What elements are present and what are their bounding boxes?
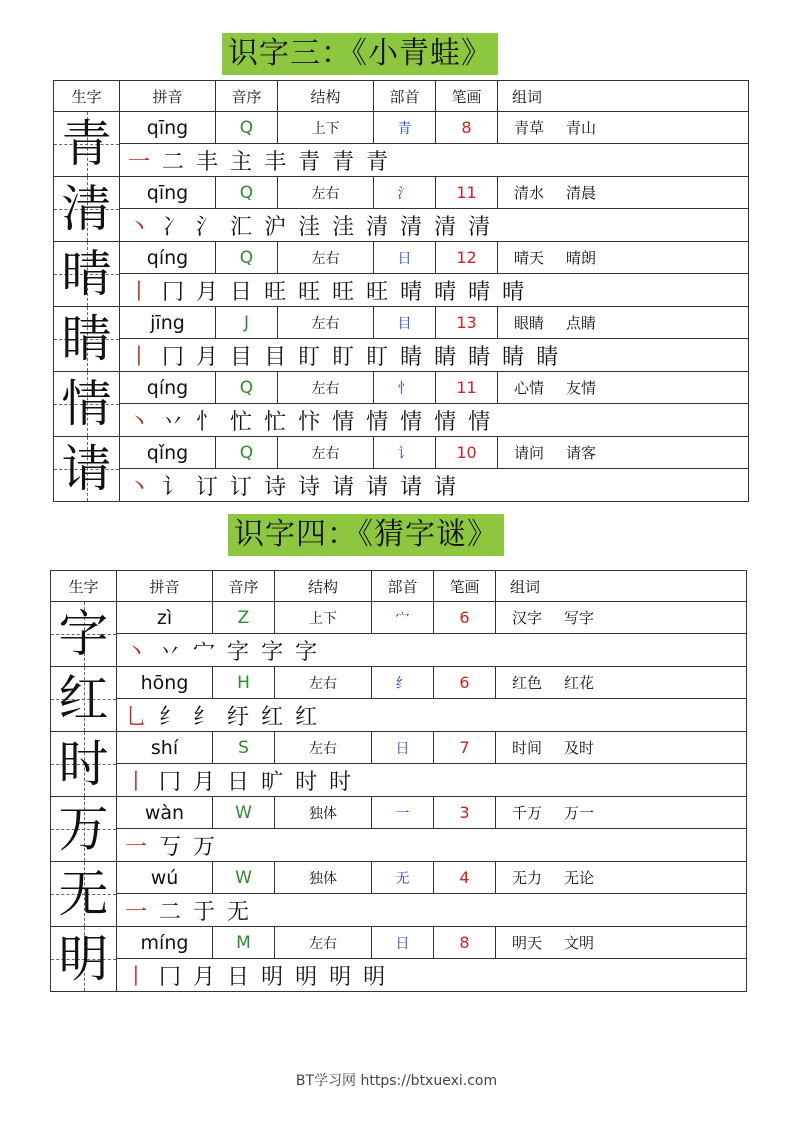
stroke-step: 诗 — [298, 474, 323, 500]
stroke-step: 睛 — [502, 344, 527, 370]
word: 青草 — [514, 119, 545, 137]
word: 心情 — [514, 379, 545, 397]
word: 清晨 — [566, 184, 597, 202]
radical: 日 — [374, 242, 436, 274]
stroke-step: 月 — [196, 279, 221, 305]
word-list — [498, 112, 749, 144]
character: 万 — [58, 800, 109, 858]
stroke-step: 清 — [400, 214, 425, 240]
stroke-count: 12 — [436, 242, 498, 274]
stroke-step: 讠 — [162, 474, 187, 500]
stroke-step: 洼 — [298, 214, 323, 240]
character-cell — [51, 862, 117, 927]
stroke-step: 丰 — [264, 149, 289, 175]
character-cell — [51, 667, 117, 732]
pinyin: jīng — [120, 307, 216, 339]
stroke-step: 晴 — [502, 279, 527, 305]
stroke-order-row — [54, 404, 749, 437]
stroke-step: 请 — [366, 474, 391, 500]
stroke-order — [117, 829, 747, 862]
stroke-order — [117, 764, 747, 797]
stroke-step: 丶 — [125, 639, 150, 665]
stroke-step: 忭 — [298, 409, 323, 435]
word: 明天 — [512, 934, 543, 952]
stroke-step: 万 — [193, 834, 218, 860]
stroke-step: 旺 — [366, 279, 391, 305]
stroke-step: 丨 — [125, 769, 150, 795]
word: 晴朗 — [566, 249, 597, 267]
stroke-step: 冂 — [159, 769, 184, 795]
pinyin: qíng — [120, 242, 216, 274]
character: 请 — [61, 440, 112, 498]
word: 万一 — [564, 804, 595, 822]
word-list — [496, 667, 747, 699]
word: 无论 — [564, 869, 595, 887]
table-row — [51, 862, 747, 894]
stroke-order-row — [54, 469, 749, 502]
stroke-step: 诗 — [264, 474, 289, 500]
radical: 无 — [372, 862, 434, 894]
stroke-step: 主 — [230, 149, 255, 175]
character-cell — [51, 732, 117, 797]
stroke-step: 丶 — [128, 214, 153, 240]
stroke-step: 睛 — [434, 344, 459, 370]
stroke-step: 请 — [400, 474, 425, 500]
pinyin: zì — [117, 602, 213, 634]
character-table — [53, 80, 749, 502]
stroke-step: 二 — [162, 149, 187, 175]
word-list — [496, 797, 747, 829]
stroke-step: 忄 — [196, 409, 221, 435]
stroke-order-row — [51, 764, 747, 797]
footer-source: BT学习网 https://btxuexi.com — [295, 1073, 498, 1089]
radical: 氵 — [374, 177, 436, 209]
table-row — [51, 732, 747, 764]
character: 情 — [61, 375, 112, 433]
structure: 独体 — [275, 862, 372, 894]
stroke-count: 7 — [434, 732, 496, 764]
pinyin: wú — [117, 862, 213, 894]
structure: 上下 — [278, 112, 374, 144]
stroke-step: 情 — [400, 409, 425, 435]
word: 青山 — [566, 119, 597, 137]
stroke-order-row — [54, 209, 749, 242]
stroke-count: 13 — [436, 307, 498, 339]
stroke-step: 丶 — [128, 409, 153, 435]
stroke-step: 冂 — [159, 964, 184, 990]
word: 文明 — [564, 934, 595, 952]
stroke-count: 10 — [436, 437, 498, 469]
stroke-order — [120, 209, 749, 242]
stroke-step: 青 — [332, 149, 357, 175]
word-list — [496, 862, 747, 894]
word-list — [498, 177, 749, 209]
column-header: 部首 — [374, 81, 436, 112]
table-row — [54, 177, 749, 209]
stroke-step: 丷 — [162, 409, 187, 435]
section-title: 识字三：《小青蛙》 — [222, 33, 498, 75]
stroke-order — [120, 274, 749, 307]
stroke-count: 11 — [436, 177, 498, 209]
stroke-step: 月 — [193, 964, 218, 990]
radical: 日 — [372, 732, 434, 764]
pinyin: qīng — [120, 177, 216, 209]
stroke-step: 旺 — [264, 279, 289, 305]
character: 字 — [58, 605, 109, 663]
stroke-count: 8 — [434, 927, 496, 959]
word: 时间 — [512, 739, 543, 757]
word: 请问 — [514, 444, 545, 462]
character-cell — [54, 437, 120, 502]
column-header: 生字 — [54, 81, 120, 112]
radical: 宀 — [372, 602, 434, 634]
pinyin: qīng — [120, 112, 216, 144]
character-cell — [51, 927, 117, 992]
column-header: 部首 — [372, 571, 434, 602]
stroke-count: 4 — [434, 862, 496, 894]
word: 红色 — [512, 674, 543, 692]
word: 晴天 — [514, 249, 545, 267]
stroke-step: 晴 — [468, 279, 493, 305]
character: 时 — [58, 735, 109, 793]
stroke-step: 情 — [366, 409, 391, 435]
stroke-step: 乚 — [125, 704, 150, 730]
stroke-step: 请 — [332, 474, 357, 500]
radical: 一 — [372, 797, 434, 829]
stroke-step: 睛 — [536, 344, 561, 370]
stroke-step: 月 — [193, 769, 218, 795]
stroke-count: 6 — [434, 602, 496, 634]
table-row — [54, 307, 749, 339]
word: 汉字 — [512, 609, 543, 627]
word-list — [496, 927, 747, 959]
column-header: 笔画 — [436, 81, 498, 112]
word: 无力 — [512, 869, 543, 887]
radical: 青 — [374, 112, 436, 144]
stroke-step: 睛 — [400, 344, 425, 370]
word-list — [498, 437, 749, 469]
table-row — [51, 927, 747, 959]
character-cell — [54, 372, 120, 437]
stroke-step: 请 — [434, 474, 459, 500]
stroke-step: 沪 — [264, 214, 289, 240]
initial-letter: W — [213, 797, 275, 829]
structure: 左右 — [275, 667, 372, 699]
word-list — [498, 307, 749, 339]
stroke-order-row — [51, 894, 747, 927]
radical: 日 — [372, 927, 434, 959]
stroke-step: 日 — [227, 964, 252, 990]
character-cell — [54, 242, 120, 307]
stroke-step: 盯 — [366, 344, 391, 370]
pinyin: hōng — [117, 667, 213, 699]
stroke-step: 晴 — [400, 279, 425, 305]
word: 清水 — [514, 184, 545, 202]
stroke-order — [117, 959, 747, 992]
structure: 左右 — [275, 927, 372, 959]
column-header: 结构 — [278, 81, 374, 112]
stroke-step: 忙 — [264, 409, 289, 435]
word: 请客 — [566, 444, 597, 462]
initial-letter: Q — [216, 242, 278, 274]
table-row — [54, 112, 749, 144]
stroke-step: 纡 — [227, 704, 252, 730]
stroke-order-row — [54, 144, 749, 177]
stroke-step: 明 — [363, 964, 388, 990]
initial-letter: S — [213, 732, 275, 764]
structure: 左右 — [278, 177, 374, 209]
stroke-step: 冂 — [162, 279, 187, 305]
character-cell — [54, 177, 120, 242]
stroke-step: 情 — [468, 409, 493, 435]
stroke-step: 氵 — [196, 214, 221, 240]
stroke-step: 睛 — [468, 344, 493, 370]
initial-letter: H — [213, 667, 275, 699]
stroke-step: 月 — [196, 344, 221, 370]
stroke-step: 盯 — [332, 344, 357, 370]
stroke-step: 情 — [332, 409, 357, 435]
character: 晴 — [61, 245, 112, 303]
stroke-step: 丨 — [128, 344, 153, 370]
table-row — [51, 797, 747, 829]
stroke-step: 汇 — [230, 214, 255, 240]
stroke-step: 红 — [261, 704, 286, 730]
structure: 左右 — [278, 307, 374, 339]
stroke-count: 6 — [434, 667, 496, 699]
initial-letter: Z — [213, 602, 275, 634]
stroke-step: 一 — [125, 899, 150, 925]
stroke-step: 忙 — [230, 409, 255, 435]
character-cell — [51, 797, 117, 862]
table-header-row — [51, 571, 747, 602]
column-header: 音序 — [216, 81, 278, 112]
word-list — [498, 372, 749, 404]
stroke-step: 一 — [128, 149, 153, 175]
character-cell — [54, 307, 120, 372]
stroke-step: 订 — [196, 474, 221, 500]
stroke-step: 日 — [227, 769, 252, 795]
character: 清 — [61, 180, 112, 238]
stroke-count: 3 — [434, 797, 496, 829]
structure: 左右 — [278, 372, 374, 404]
character: 无 — [58, 865, 109, 923]
stroke-step: 二 — [159, 899, 184, 925]
stroke-step: 青 — [366, 149, 391, 175]
stroke-step: 情 — [434, 409, 459, 435]
word: 点睛 — [566, 314, 597, 332]
pinyin: shí — [117, 732, 213, 764]
stroke-count: 8 — [436, 112, 498, 144]
word: 千万 — [512, 804, 543, 822]
character-cell — [54, 112, 120, 177]
column-header: 结构 — [275, 571, 372, 602]
stroke-order — [120, 469, 749, 502]
radical: 目 — [374, 307, 436, 339]
table-row — [54, 437, 749, 469]
column-header: 拼音 — [117, 571, 213, 602]
initial-letter: Q — [216, 177, 278, 209]
stroke-step: 目 — [230, 344, 255, 370]
stroke-step: 于 — [193, 899, 218, 925]
stroke-step: 旷 — [261, 769, 286, 795]
stroke-step: 宀 — [193, 639, 218, 665]
character: 青 — [61, 115, 112, 173]
initial-letter: M — [213, 927, 275, 959]
table-row — [51, 602, 747, 634]
stroke-order-row — [51, 699, 747, 732]
stroke-step: 明 — [295, 964, 320, 990]
radical: 讠 — [374, 437, 436, 469]
character-cell — [51, 602, 117, 667]
stroke-step: 字 — [295, 639, 320, 665]
section-title: 识字四：《猜字谜》 — [228, 514, 504, 556]
stroke-step: 纟 — [159, 704, 184, 730]
character: 红 — [58, 670, 109, 728]
structure: 上下 — [275, 602, 372, 634]
character-table — [50, 570, 747, 992]
character: 明 — [58, 930, 109, 988]
stroke-step: 目 — [264, 344, 289, 370]
word: 及时 — [564, 739, 595, 757]
structure: 独体 — [275, 797, 372, 829]
stroke-count: 11 — [436, 372, 498, 404]
stroke-step: 旺 — [298, 279, 323, 305]
stroke-step: 清 — [434, 214, 459, 240]
stroke-order — [120, 144, 749, 177]
stroke-step: 清 — [366, 214, 391, 240]
stroke-order — [120, 404, 749, 437]
stroke-step: 晴 — [434, 279, 459, 305]
stroke-step: 字 — [261, 639, 286, 665]
stroke-order — [117, 894, 747, 927]
column-header: 拼音 — [120, 81, 216, 112]
table-row — [54, 372, 749, 404]
column-header: 组词 — [498, 81, 749, 112]
table-row — [54, 242, 749, 274]
initial-letter: J — [216, 307, 278, 339]
column-header: 组词 — [496, 571, 747, 602]
word: 红花 — [564, 674, 595, 692]
pinyin: qíng — [120, 372, 216, 404]
stroke-step: 纟 — [193, 704, 218, 730]
stroke-step: 盯 — [298, 344, 323, 370]
stroke-step: 一 — [125, 834, 150, 860]
initial-letter: W — [213, 862, 275, 894]
stroke-step: 字 — [227, 639, 252, 665]
stroke-step: 时 — [295, 769, 320, 795]
stroke-order-row — [51, 634, 747, 667]
stroke-step: 无 — [227, 899, 252, 925]
stroke-order-row — [51, 959, 747, 992]
pinyin: qǐng — [120, 437, 216, 469]
word: 写字 — [564, 609, 595, 627]
radical: 纟 — [372, 667, 434, 699]
stroke-order-row — [51, 829, 747, 862]
column-header: 笔画 — [434, 571, 496, 602]
stroke-order — [120, 339, 749, 372]
pinyin: wàn — [117, 797, 213, 829]
word: 友情 — [566, 379, 597, 397]
word-list — [498, 242, 749, 274]
structure: 左右 — [278, 242, 374, 274]
initial-letter: Q — [216, 437, 278, 469]
stroke-step: 青 — [298, 149, 323, 175]
stroke-step: 丨 — [128, 279, 153, 305]
stroke-step: 清 — [468, 214, 493, 240]
stroke-order — [117, 634, 747, 667]
stroke-step: 冂 — [162, 344, 187, 370]
stroke-step: 旺 — [332, 279, 357, 305]
stroke-step: 日 — [230, 279, 255, 305]
stroke-step: 冫 — [162, 214, 187, 240]
column-header: 生字 — [51, 571, 117, 602]
stroke-step: 订 — [230, 474, 255, 500]
character: 睛 — [61, 310, 112, 368]
stroke-step: 红 — [295, 704, 320, 730]
initial-letter: Q — [216, 372, 278, 404]
stroke-step: 丰 — [196, 149, 221, 175]
stroke-step: 丨 — [125, 964, 150, 990]
radical: 忄 — [374, 372, 436, 404]
pinyin: míng — [117, 927, 213, 959]
initial-letter: Q — [216, 112, 278, 144]
word: 眼睛 — [514, 314, 545, 332]
stroke-order-row — [54, 339, 749, 372]
stroke-step: 丶 — [128, 474, 153, 500]
table-row — [51, 667, 747, 699]
column-header: 音序 — [213, 571, 275, 602]
word-list — [496, 602, 747, 634]
stroke-step: 丷 — [159, 639, 184, 665]
word-list — [496, 732, 747, 764]
stroke-step: 时 — [329, 769, 354, 795]
table-header-row — [54, 81, 749, 112]
stroke-step: 明 — [329, 964, 354, 990]
structure: 左右 — [278, 437, 374, 469]
stroke-step: 丂 — [159, 834, 184, 860]
stroke-order-row — [54, 274, 749, 307]
structure: 左右 — [275, 732, 372, 764]
stroke-step: 洼 — [332, 214, 357, 240]
stroke-order — [117, 699, 747, 732]
stroke-step: 明 — [261, 964, 286, 990]
